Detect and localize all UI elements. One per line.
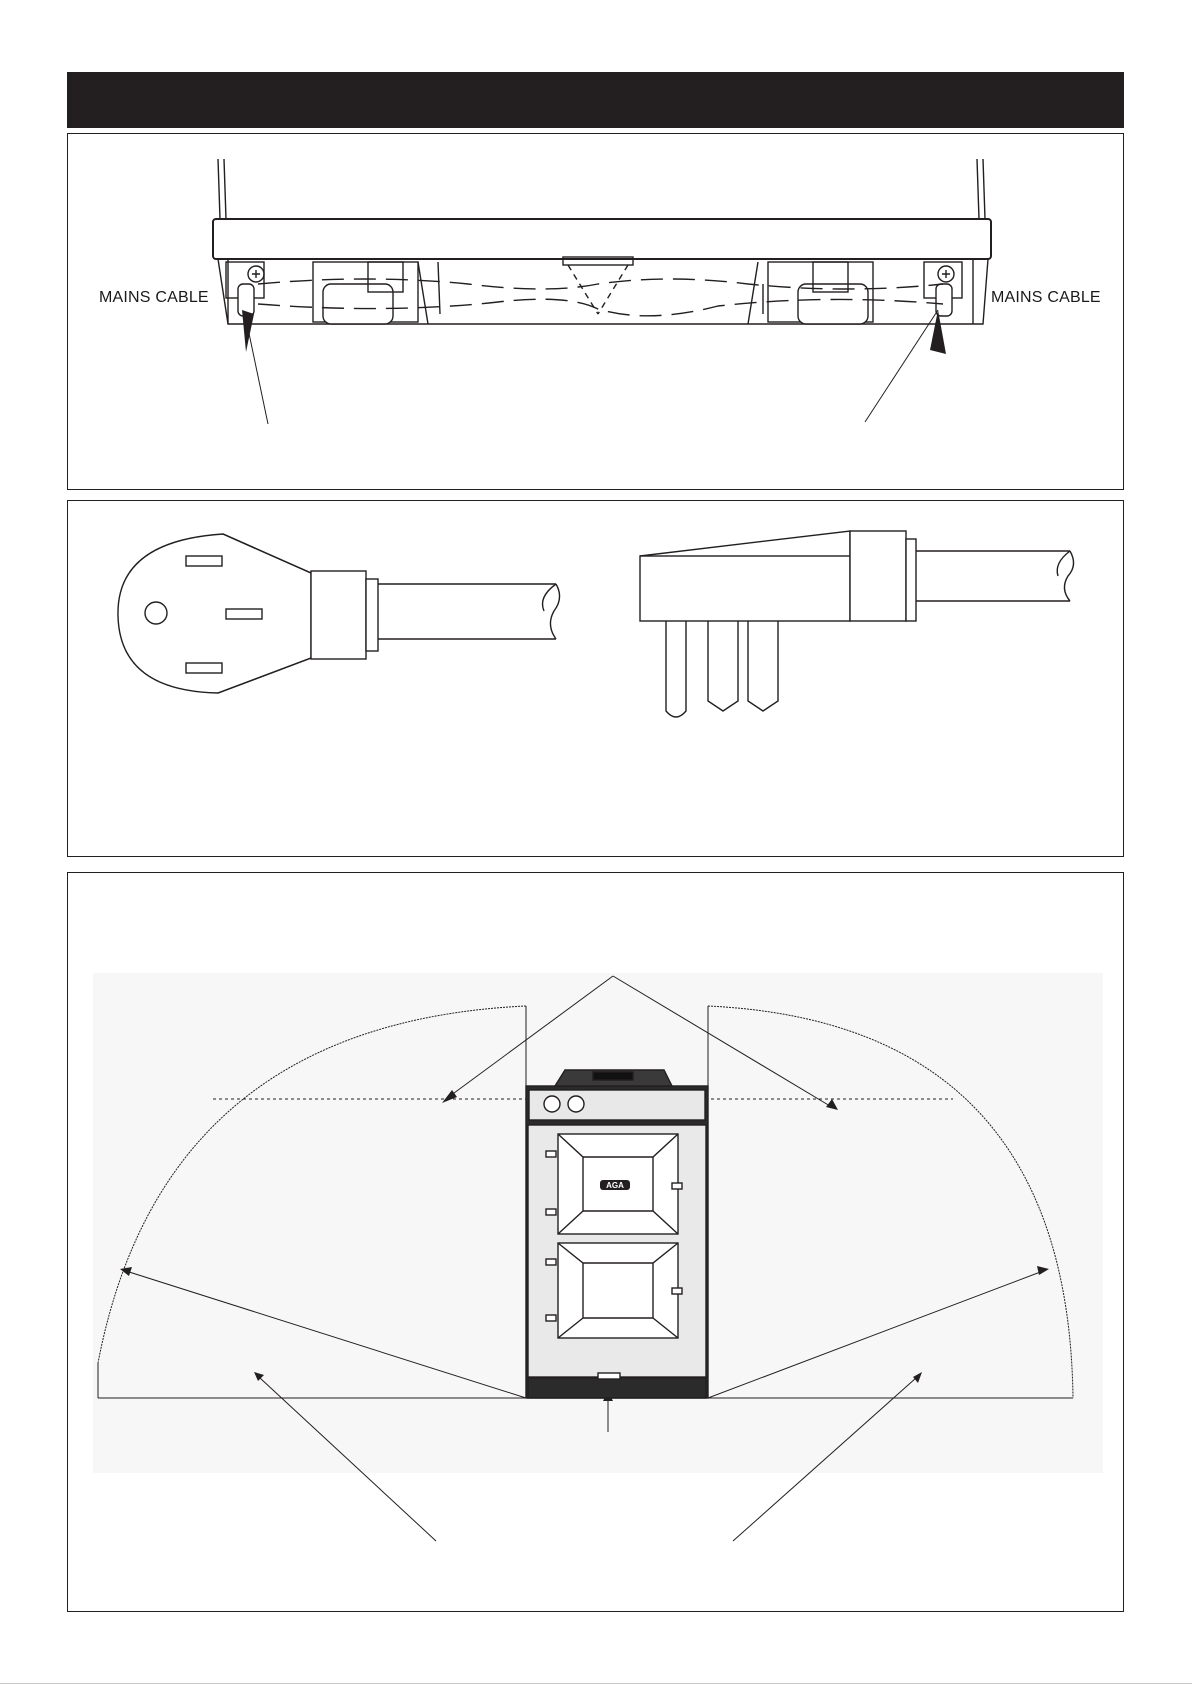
plug-views-figure xyxy=(67,500,1124,857)
cable-detail-drawing xyxy=(68,134,1123,489)
clearance-diagram-figure xyxy=(67,872,1124,1612)
plug-views-drawing xyxy=(68,501,1123,856)
mains-cable-label-left: MAINS CABLE xyxy=(99,289,209,306)
aga-badge-text: AGA xyxy=(606,1181,624,1190)
mains-cable-label-right: MAINS CABLE xyxy=(991,289,1101,306)
header-bar xyxy=(67,72,1124,128)
arrow-left xyxy=(242,310,254,352)
clearance-diagram-drawing xyxy=(68,873,1123,1611)
cable-detail-figure xyxy=(67,133,1124,490)
page-bottom-rule xyxy=(0,1683,1192,1684)
aga-badge xyxy=(600,1180,630,1190)
